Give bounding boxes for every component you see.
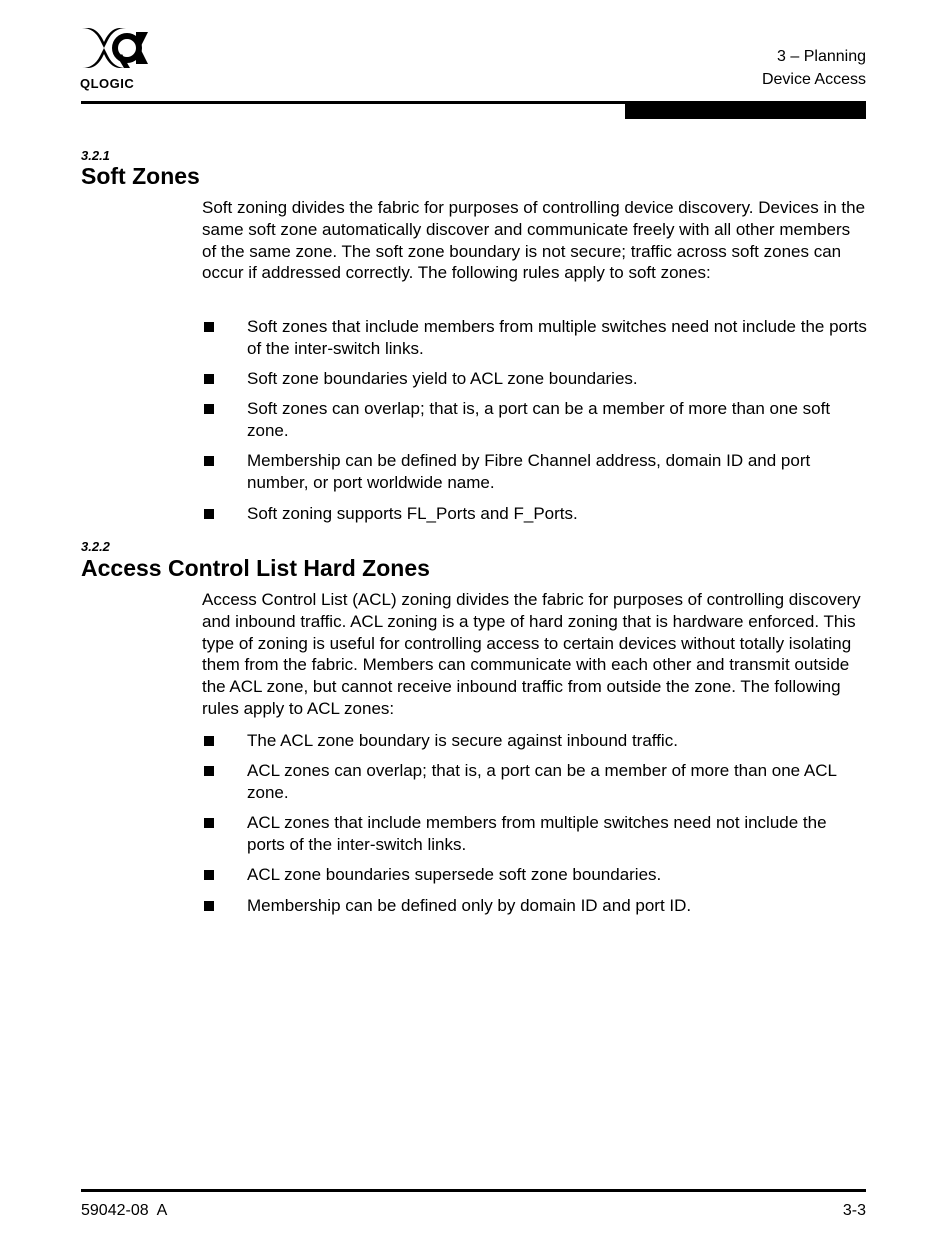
qlogic-logo-icon [80,24,152,72]
list-item-text: The ACL zone boundary is secure against inbound traffic. [247,731,678,750]
bullet-square-icon [204,509,214,519]
bullet-square-icon [204,374,214,384]
list-item [202,450,867,494]
section-title: Soft Zones [81,163,200,189]
list-item-text: ACL zones can overlap; that is, a port can be a member of more than one ACL zone. [247,761,837,803]
doc-number: 59042-08 A [81,1202,168,1219]
header-chapter: 3 – Planning [777,48,866,65]
qlogic-logo [80,24,152,94]
section-intro: Access Control List (ACL) zoning divides the fabric for purposes of controlling discovery and inbound traffic. ACL zoning is a type of hard zoning that is hardware enforced. This type of zoning is useful for controlling access to certain devices without totally isolating them from the fabric. Members can communicate with each other and transmit outside the ACL zone, but cannot receive inbound traffic from outside the zone. The following rules apply to ACL zones: [202,590,861,718]
header-rule-tab [625,101,866,119]
list-item [202,812,867,856]
bullet-square-icon [204,322,214,332]
page-number: 3-3 [842,1202,866,1219]
list-item-text: Membership can be defined by Fibre Channel address, domain ID and port number, or port worldwide name. [247,451,811,493]
list-item [202,316,867,360]
list-item-text: ACL zones that include members from multiple switches need not include the ports of the inter-switch links. [247,813,827,855]
list-item-text: Soft zones can overlap; that is, a port can be a member of more than one soft zone. [247,399,831,441]
bullet-list [202,316,867,533]
list-item [202,760,867,804]
running-header [762,45,866,91]
list-item [202,368,867,390]
bullet-square-icon [204,456,214,466]
bullet-square-icon [204,766,214,776]
list-item [202,895,867,917]
list-item [202,398,867,442]
bullet-list [202,730,867,925]
logo-text: QLOGIC [80,76,135,91]
footer-rule [81,1189,866,1192]
list-item-text: ACL zone boundaries supersede soft zone boundaries. [247,865,662,885]
list-item [202,503,867,525]
bullet-square-icon [204,404,214,414]
list-item-text: Soft zone boundaries yield to ACL zone boundaries. [247,369,638,389]
section-intro: Soft zoning divides the fabric for purposes of controlling device discovery. Devices in the same soft zone automatically discover and communicate freely with all other members of the same zone. The soft zone boundary is not secure; traffic across soft zones can occur if addressed correctly. The following rules apply to soft zones: [202,198,866,283]
bullet-square-icon [204,901,214,911]
list-item-text: Soft zones that include members from multiple switches need not include the ports of the inter-switch links. [247,317,867,358]
list-item-text: Membership can be defined only by domain ID and port ID. [247,895,692,915]
list-item-text: Soft zoning supports FL_Ports and F_Ports. [247,503,578,523]
section-number: 3.2.1 [81,148,110,163]
section-title: Access Control List Hard Zones [81,555,430,581]
bullet-square-icon [204,818,214,828]
bullet-square-icon [204,870,214,880]
bullet-square-icon [204,736,214,746]
list-item [202,864,867,886]
list-item [202,730,867,752]
header-section: Device Access [761,71,866,88]
section-number: 3.2.2 [81,539,110,554]
